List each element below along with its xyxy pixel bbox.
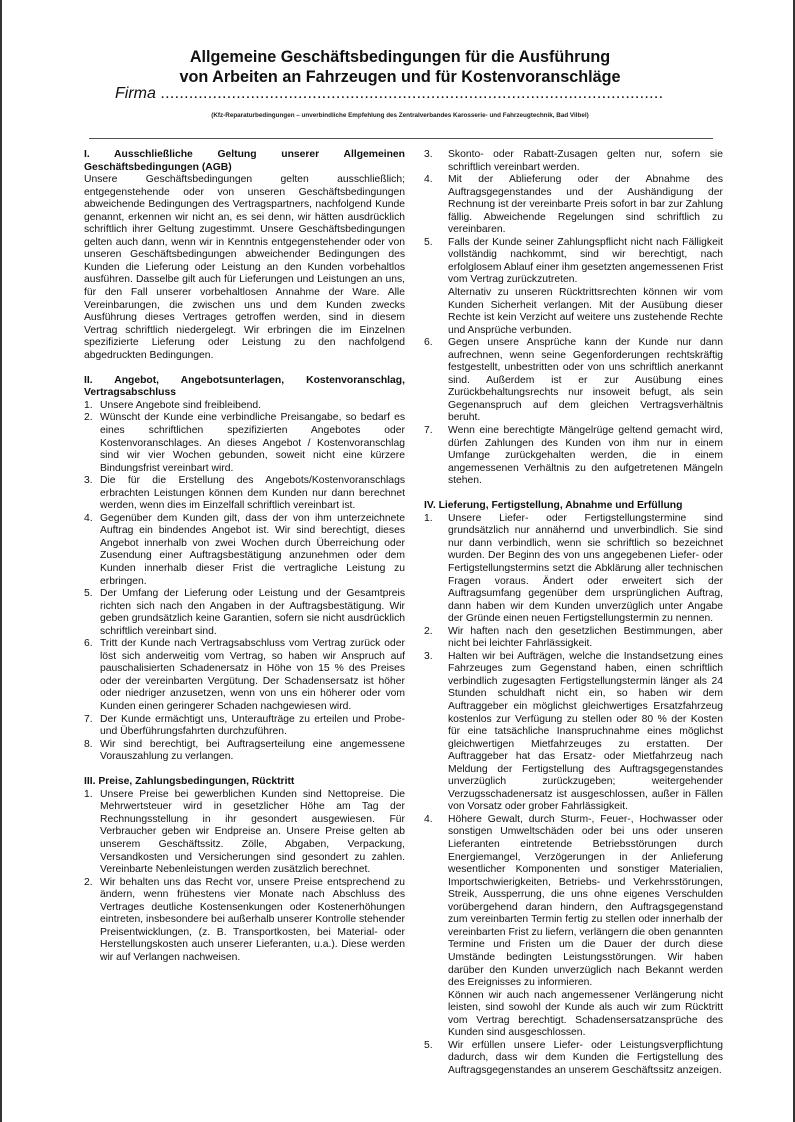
section-4: [424, 500, 723, 1077]
section-3: [84, 776, 405, 964]
clause-text: Wir sind berechtigt, bei Auftragserteilung eine angemessene Vorauszahlung zu verlangen.: [100, 738, 405, 763]
clause-text: Wünscht der Kunde eine verbindliche Preisangabe, so bedarf es eines schriftlichen spezifizierten Angebotes oder Kostenvoranschlages. An dieses Angebot / Kostenvoranschlag sind wir vier Wochen gebunden, soweit nicht eine kürzere Bindungsfrist vereinbart wird.: [100, 412, 405, 474]
clause-text: Der Kunde ermächtigt uns, Unteraufträge zu erteilen und Probe- und Überführungsfahrten durchzuführen.: [100, 713, 405, 738]
clause-item: [424, 1040, 723, 1078]
clause-item: [84, 638, 405, 713]
clause-item: [424, 626, 723, 651]
clause-text: Wenn eine berechtigte Mängelrüge geltend gemacht wird, dürfen Zahlungen des Kunden von ihm nur in einem Umfange zurückgehalten werden, die in einem angemessenen Verhältnis zu den aufgetretenen Mängeln stehen.: [448, 425, 723, 487]
clause-item: [84, 739, 405, 764]
clause-item: [424, 237, 723, 337]
clause-item: [424, 425, 723, 488]
clause-list: [424, 513, 723, 1078]
clause-number: 2.: [84, 412, 93, 424]
page-border-left: [0, 0, 2, 1122]
clause-item: [84, 789, 405, 877]
clause-list: [84, 789, 405, 965]
clause-paragraph: Höhere Gewalt, durch Sturm-, Feuer-, Hochwasser oder sonstigen Umweltschäden oder bei uns oder unseren Lieferanten eintretende Betriebsstörungen durch Energiemangel, Verzögerungen in der Anlieferung wesentlicher Komponenten und sonstiger Materialien, Importschwierigkeiten, Betriebs- und Verkehrsstörungen, Streik, Aussperrung, die uns ohne eigenes Verschulden vorübergehend daran hindern, den Auftragsgegenstand zum vereinbarten Termin fertig zu stellen oder innerhalb der vereinbarten Frist zu liefern, verlängern die oben genannten Termine und Fristen um die Dauer der durch diese Umstände bedingten Leistungsstörungen. Wir haben darüber den Kunden unverzüglich nach Bekannt werden des Ereignisses zu informieren.: [448, 813, 723, 989]
document-subtitle: (Kfz-Reparaturbedingungen – unverbindliche Empfehlung des Zentralverbandes Karosserie- und Fahrzeugtechnik, Bad Vilbel): [211, 112, 589, 119]
clause-item: [84, 714, 405, 739]
clause-text: Skonto- oder Rabatt-Zusagen gelten nur, sofern sie schriftlich vereinbart werden.: [448, 149, 723, 173]
clause-list: [84, 400, 405, 764]
clause-item: [424, 337, 723, 425]
clause-number: 5.: [424, 1039, 433, 1051]
clause-number: 1.: [84, 399, 93, 411]
section-3-continued: [424, 149, 723, 488]
clause-number: 6.: [84, 638, 93, 650]
clause-text: Wir haften nach den gesetzlichen Bestimmungen, aber nicht bei leichter Fahrlässigkeit.: [448, 625, 723, 650]
clause-item: [84, 475, 405, 513]
clause-text: Mit der Ablieferung oder der Abnahme des Auftragsgegenstandes und der Aushändigung der Rechnung ist der vereinbarte Preis sofort in bar zur Zahlung fällig. Abweichende Regelungen sind schriftlich zu vereinbaren.: [448, 174, 723, 236]
clause-number: 7.: [424, 425, 433, 437]
section-heading: II. Angebot, Angebotsunterlagen, Kostenvoranschlag, Vertragsabschluss: [84, 374, 405, 399]
clause-text: Halten wir bei Aufträgen, welche die Instandsetzung eines Fahrzeuges zum Gegenstand haben, einen schriftlich verbindlich zugesagten Fertigstellungstermin länger als 24 Stunden schuldhaft nicht ein, so haben wir dem Auftraggeber ein möglichst gleichwertiges Ersatzfahrzeug kostenlos zur Verfügung zu stellen oder 80 % der Kosten für eine tatsächliche Inanspruchnahme eines möglichst gleichwertigen Mietfahrzeuges zu erstatten. Der Auftraggeber hat das Ersatz- oder Mietfahrzeug nach Meldung der Fertigstellung des Auftragsgegenstandes unverzüglich zurückzugeben; weitergehender Verzugsschadenersatz ist ausgeschlossen, außer in Fällen von Vorsatz oder grober Fahrlässigkeit.: [448, 650, 723, 813]
header-separator: [89, 138, 713, 139]
clause-item: [84, 412, 405, 475]
clause-text: Die für die Erstellung des Angebots/Kostenvoranschlags erbrachten Leistungen können dem Kunden nur dann berechnet werden, wenn dies im Einzelfall schriftlich vereinbart ist.: [100, 475, 405, 512]
clause-number: 4.: [84, 512, 93, 524]
clause-item: [84, 877, 405, 965]
clause-item: [84, 513, 405, 588]
clause-number: 3.: [424, 149, 433, 160]
section-2: [84, 375, 405, 764]
section-heading: I. Ausschließliche Geltung unserer Allgemeinen Geschäftsbedingungen (AGB): [84, 149, 405, 173]
clause-number: 5.: [84, 588, 93, 600]
document-title: [80, 47, 720, 87]
section-body: Unsere Geschäftsbedingungen gelten ausschließlich; entgegenstehende oder von unseren Geschäftsbedingungen abweichende Bedingungen des Vertragspartners, nachfolgend Kunde genannt, erkennen wir nicht an, es sei denn, wir hätten ausdrücklich schriftlich ihrer Geltung zugestimmt. Unsere Geschäftsbedingungen gelten auch dann, wenn wir in Kenntnis entgegenstehender oder von unseren Geschäftsbedingungen abweichender Bedingungen des Kunden die Lieferung oder Leistung an den Kunden vorbehaltlos ausführen. Dasselbe gilt auch für Lieferungen und Leistungen an uns, für den Fall unserer vorbehaltlosen Annahme der Ware. Alle Vereinbarungen, die zwischen uns und dem Kunden zwecks Ausführung dieses Vertrages getroffen werden, sind in diesem Vertrag schriftlich niedergelegt. Wir erbringen die im Einzelnen spezifizierte Lieferung oder Leistung zu den nachfolgend abgedruckten Bedingungen.: [84, 174, 405, 361]
clause-list: [424, 149, 723, 488]
clause-text: Tritt der Kunde nach Vertragsabschluss vom Vertrag zurück oder löst sich anderweitig vom Vertrag, so haben wir Anspruch auf pauschalisierten Schadenersatz in Höhe von 15 % des Preises oder der vereinbarten Vergütung. Der Schadensersatz ist höher oder niedriger anzusetzen, wenn von uns ein höherer oder vom Kunden einen geringerer Schaden nachgewiesen wird.: [100, 638, 405, 713]
clause-item: [84, 400, 405, 413]
clause-number: 1.: [424, 512, 433, 524]
clause-item: [424, 149, 723, 174]
right-column: [424, 149, 723, 1077]
clause-text: Wir erfüllen unsere Liefer- oder Leistungsverpflichtung dadurch, dass wir dem Kunden die Fertigstellung des Auftragsgegenstandes an unserem Geschäftssitz anzeigen.: [448, 1039, 723, 1076]
clause-item: [84, 588, 405, 638]
section-heading: III. Preise, Zahlungsbedingungen, Rücktritt: [84, 776, 295, 788]
firma-label: Firma: [115, 85, 156, 102]
clause-text: Gegenüber dem Kunden gilt, dass der von ihm unterzeichnete Auftrag ein bindendes Angebot ist. Wir sind berechtigt, dieses Angebot innerhalb von zwei Wochen durch Überreichung oder Zusendung einer Auftragsbestätigung anzunehmen oder dem Kunden innerhalb dieser Frist die vertragliche Leistung zu erbringen.: [100, 512, 405, 587]
clause-text: [448, 237, 723, 337]
clause-text: Wir behalten uns das Recht vor, unsere Preise entsprechend zu ändern, wenn frühestens vier Monate nach Abschluss des Vertrages deutliche Kostensenkungen oder Kostenerhöhungen eintreten, insbesondere bei außerhalb unserer Kontrolle stehender Preisentwicklungen, (z. B. Transportkosten, bei Material- oder Herstellungskosten auch unserer Lieferanten, u.a.). Diese werden wir auf Verlangen nachweisen.: [100, 876, 405, 963]
clause-text: Unsere Angebote sind freibleibend.: [100, 399, 262, 411]
clause-text: Unsere Preise bei gewerblichen Kunden sind Nettopreise. Die Mehrwertsteuer wird in gesetzlicher Höhe am Tag der Rechnungsstellung in ihr gesondert ausgewiesen. Für Verbraucher geben wir Endpreise an. Unsere Preise gelten ab unserem Geschäftssitz. Zölle, Abgaben, Verpackung, Versandkosten und Versicherungen sind gesondert zu zahlen. Vereinbarte Nebenleistungen werden zusätzlich berechnet.: [100, 788, 405, 876]
clause-number: 4.: [424, 813, 433, 825]
clause-text: [448, 814, 723, 1040]
clause-text: Unsere Liefer- oder Fertigstellungstermine sind grundsätzlich nur annähernd und unverbindlich. Sie sind nur dann verbindlich, wenn sie schriftlich so bezeichnet wurden. Der Beginn des von uns angegebenen Liefer- oder Fertigstellungstermins setzt die Abklärung aller technischen Fragen voraus. Ändert oder erweitert sich der Auftragsumfang gegenüber dem ursprünglichen Auftrag, dann haben wir dem Kunden unverzüglich unter Angabe der Gründe einen neuen Fertigstellungstermin zu nennen.: [448, 512, 723, 625]
clause-item: [424, 174, 723, 237]
section-1: [84, 149, 405, 362]
clause-paragraph: Können wir auch nach angemessener Verlängerung nicht leisten, sind sowohl der Kunde als auch wir zum Rücktritt vom Vertrag berechtigt. Schadensersatzansprüche des Kunden sind ausgeschlossen.: [448, 989, 723, 1039]
clause-number: 3.: [84, 475, 93, 487]
firma-line: [115, 84, 695, 104]
title-line-1: Allgemeine Geschäftsbedingungen für die Ausführung: [189, 48, 611, 66]
left-column: [84, 149, 405, 964]
clause-item: [424, 814, 723, 1040]
clause-number: 8.: [84, 738, 93, 750]
clause-item: [424, 651, 723, 814]
clause-number: 1.: [84, 788, 93, 800]
clause-number: 3.: [424, 650, 433, 662]
title-line-2: von Arbeiten an Fahrzeugen und für Kostenvoranschläge: [179, 68, 621, 86]
clause-text: Gegen unsere Ansprüche kann der Kunde nur dann aufrechnen, wenn seine Gegenforderungen rechtskräftig festgestellt, unbestritten oder von uns schriftlich anerkannt sind. Außerdem ist er zur Ausübung eines Zurückbehaltungsrechts nur insoweit befugt, als sein Gegenanspruch auf dem gleichen Vertragsverhältnis beruht.: [448, 337, 723, 424]
clause-number: 2.: [84, 876, 93, 888]
clause-paragraph: Falls der Kunde seiner Zahlungspflicht nicht nach Fälligkeit vollständig nachkommt, sind wir berechtigt, nach erfolglosem Ablauf einer ihm gesetzten angemessenen Frist vom Vertrag zurückzutreten.: [448, 236, 723, 286]
clause-text: Der Umfang der Lieferung oder Leistung und der Gesamtpreis richten sich nach den Angaben in der Auftragsbestätigung. Wir geben grundsätzlich keine Garantien, sofern sie nicht ausdrücklich schriftlich vereinbart sind.: [100, 588, 405, 637]
clause-number: 6.: [424, 337, 433, 349]
clause-item: [424, 513, 723, 626]
clause-number: 4.: [424, 174, 433, 186]
clause-number: 5.: [424, 236, 433, 248]
section-heading: IV. Lieferung, Fertigstellung, Abnahme und Erfüllung: [424, 500, 683, 512]
clause-paragraph: Alternativ zu unseren Rücktrittsrechten können wir vom Kunden Sicherheit verlangen. Mit der Ausübung dieser Rechte ist kein Verzicht auf weitere uns zustehende Rechte und Ansprüche verbunden.: [448, 287, 723, 336]
firma-fill-dots: ..........................................................................................................: [160, 85, 664, 102]
clause-number: 2.: [424, 625, 433, 637]
clause-number: 7.: [84, 713, 93, 725]
